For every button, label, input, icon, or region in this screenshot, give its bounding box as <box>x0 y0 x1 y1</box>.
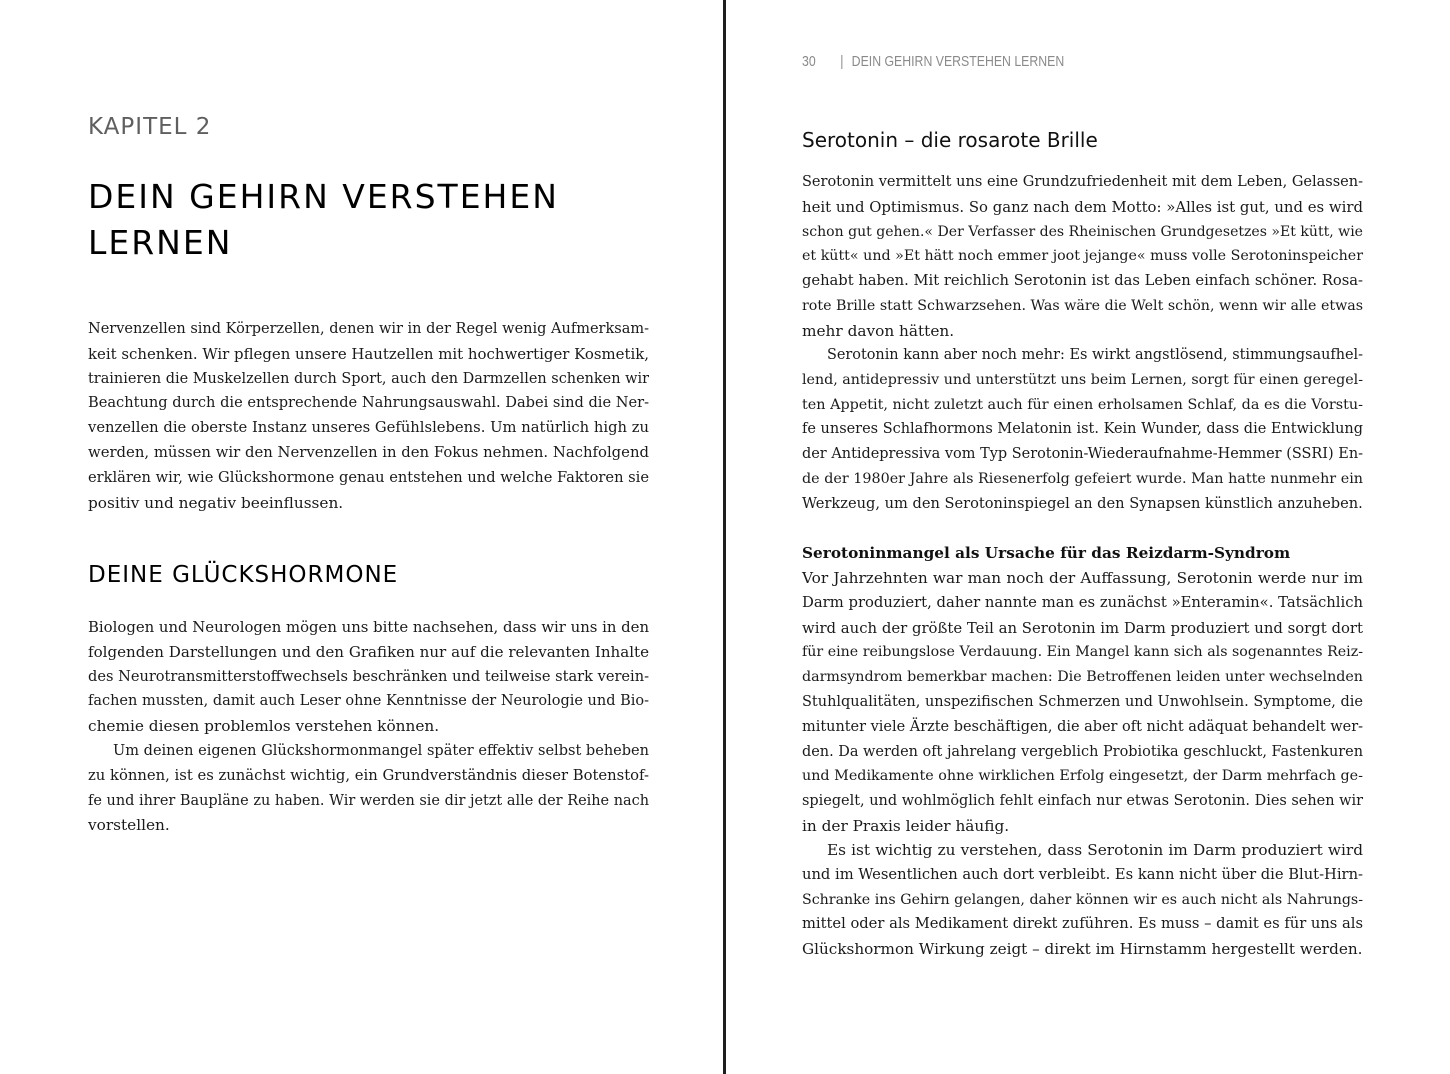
text-line: und Medikamente ohne wirklichen Erfolg eingesetzt, der Darm mehrfach ge- <box>802 768 1363 785</box>
text-line: Um deinen eigenen Glückshormonmangel später effektiv selbst beheben <box>113 742 649 759</box>
text-line: der Antidepressiva vom Typ Serotonin-Wiederaufnahme-Hemmer (SSRI) En- <box>802 446 1363 463</box>
chapter-title <box>88 174 688 266</box>
text-line: Schranke ins Gehirn gelangen, daher können wir es auch nicht als Nahrungs- <box>802 891 1363 908</box>
text-line: trainieren die Muskelzellen durch Sport, auch den Darmzellen schenken wir <box>88 370 649 387</box>
text-line: mehr davon hätten. <box>802 321 955 340</box>
text-line: de der 1980er Jahre als Riesenerfolg gefeiert wurde. Man hatte nunmehr ein <box>802 470 1363 487</box>
text-line: Stuhlqualitäten, unspezifischen Schmerzen und Unwohlsein. Symptome, die <box>802 693 1363 710</box>
text-line: werden, müssen wir den Nervenzellen in den Fokus nehmen. Nachfolgend <box>88 443 649 461</box>
text-line: heit und Optimismus. So ganz nach dem Motto: »Alles ist gut, und es wird <box>802 197 1363 216</box>
text-line: fachen mussten, damit auch Leser ohne Kenntnisse der Neurologie und Bio- <box>88 693 649 710</box>
text-line: chemie diesen problemlos verstehen können. <box>88 717 440 736</box>
running-header <box>802 53 1064 70</box>
text-line: mitunter viele Ärzte beschäftigen, die aber oft nicht adäquat behandelt wer- <box>802 718 1363 735</box>
text-line: keit schenken. Wir pflegen unsere Hautzellen mit hochwertiger Kosmetik, <box>88 344 649 363</box>
text-line: Darm produziert, daher nannte man es zunächst »Enteramin«. Tatsächlich <box>802 593 1363 611</box>
text-line: Werkzeug, um den Serotoninspiegel an den Synapsen künstlich anzuheben. <box>802 494 1363 512</box>
text-line: lend, antidepressiv und unterstützt uns beim Lernen, sorgt für einen geregel- <box>802 371 1363 388</box>
page-number: 30 <box>802 53 816 70</box>
paragraph <box>802 343 1363 517</box>
text-line: wird auch der größte Teil an Serotonin im Darm produziert und sorgt dort <box>802 618 1363 637</box>
running-title: DEIN GEHIRN VERSTEHEN LERNEN <box>851 53 1065 70</box>
text-line: Biologen und Neurologen mögen uns bitte nachsehen, dass wir uns in den <box>88 618 650 636</box>
text-line: folgenden Darstellungen und den Grafiken nur auf die relevanten Inhalte <box>88 642 649 661</box>
text-line: Serotonin vermittelt uns eine Grundzufriedenheit mit dem Leben, Gelassen- <box>802 174 1363 190</box>
text-line: fe und ihrer Baupläne zu haben. Wir werden sie dir jetzt alle der Reihe nach <box>88 792 649 809</box>
text-line: darmsyndrom bemerkbar machen: Die Betroffenen leiden unter wechselnden <box>802 669 1363 686</box>
text-line: und im Wesentlichen auch dort verbleibt. Es kann nicht über die Blut-Hirn- <box>802 865 1363 883</box>
text-line: vorstellen. <box>88 816 170 835</box>
text-line: spiegelt, und wohlmöglich fehlt einfach nur etwas Serotonin. Dies sehen wir <box>802 793 1363 810</box>
section-body <box>88 615 649 838</box>
chapter-title-line: DEIN GEHIRN VERSTEHEN <box>88 177 559 216</box>
text-line: für eine reibungslose Verdauung. Ein Mangel kann sich als sogenanntes Reiz- <box>802 644 1363 661</box>
right-page <box>726 0 1450 1074</box>
text-line: Nervenzellen sind Körperzellen, denen wir in der Regel wenig Aufmerksam- <box>88 321 649 337</box>
left-page <box>0 0 723 1074</box>
paragraph <box>802 170 1363 344</box>
text-line: den. Da werden oft jahrelang vergeblich Probiotika geschluckt, Fastenkuren <box>802 743 1363 760</box>
text-line: Serotonin kann aber noch mehr: Es wirkt angstlösend, stimmungsaufhel- <box>827 347 1363 363</box>
chapter-title-line: LERNEN <box>88 223 233 262</box>
header-separator: | <box>840 53 844 70</box>
section-title: DEINE GLÜCKSHORMONE <box>88 562 399 588</box>
subsection-title: Serotonin – die rosarote Brille <box>802 128 1098 152</box>
text-line: Beachtung durch die entsprechende Nahrungsauswahl. Dabei sind die Ner- <box>88 394 649 412</box>
text-line: et kütt« und »Et hätt noch emmer joot jejange« muss volle Serotoninspeicher <box>802 248 1363 265</box>
text-line: des Neurotransmitterstoffwechsels beschränken und teilweise stark verein- <box>88 667 649 685</box>
text-line: positiv und negativ beeinflussen. <box>88 493 344 512</box>
text-line: Glückshormon Wirkung zeigt – direkt im Hirnstamm hergestellt werden. <box>802 940 1363 959</box>
text-line: fe unseres Schlafhormons Melatonin ist. Kein Wunder, dass die Entwicklung <box>802 421 1363 438</box>
text-line: erklären wir, wie Glückshormone genau entstehen und welche Faktoren sie <box>88 468 649 486</box>
text-line: schon gut gehen.« Der Verfasser des Rheinischen Grundgesetzes »Et kütt, wie <box>802 223 1363 240</box>
text-line: rote Brille statt Schwarzsehen. Was wäre die Welt schön, wenn wir alle etwas <box>802 297 1364 314</box>
text-line: zu können, ist es zunächst wichtig, ein Grundverständnis dieser Botenstof- <box>88 766 649 784</box>
paragraph <box>802 566 1363 839</box>
paragraph <box>802 838 1363 962</box>
text-line: in der Praxis leider häufig. <box>802 816 1010 835</box>
text-line: Es ist wichtig zu verstehen, dass Serotonin im Darm produziert wird <box>827 841 1363 859</box>
intro-paragraph <box>88 317 649 515</box>
text-line: Vor Jahrzehnten war man noch der Auffassung, Serotonin werde nur im <box>802 569 1363 587</box>
text-line: mittel oder als Medikament direkt zuführen. Es muss – damit es für uns als <box>802 915 1363 933</box>
bold-subheading: Serotoninmangel als Ursache für das Reizdarm-Syndrom <box>802 544 1291 562</box>
text-line: venzellen die oberste Instanz unseres Gefühlslebens. Um natürlich high zu <box>88 419 649 437</box>
text-line: ten Appetit, nicht zuletzt auch für einen erholsamen Schlaf, da es die Vorstu- <box>802 396 1363 413</box>
text-line: gehabt haben. Mit reichlich Serotonin ist das Leben einfach schöner. Rosa- <box>802 272 1363 290</box>
chapter-label: KAPITEL 2 <box>88 114 212 140</box>
